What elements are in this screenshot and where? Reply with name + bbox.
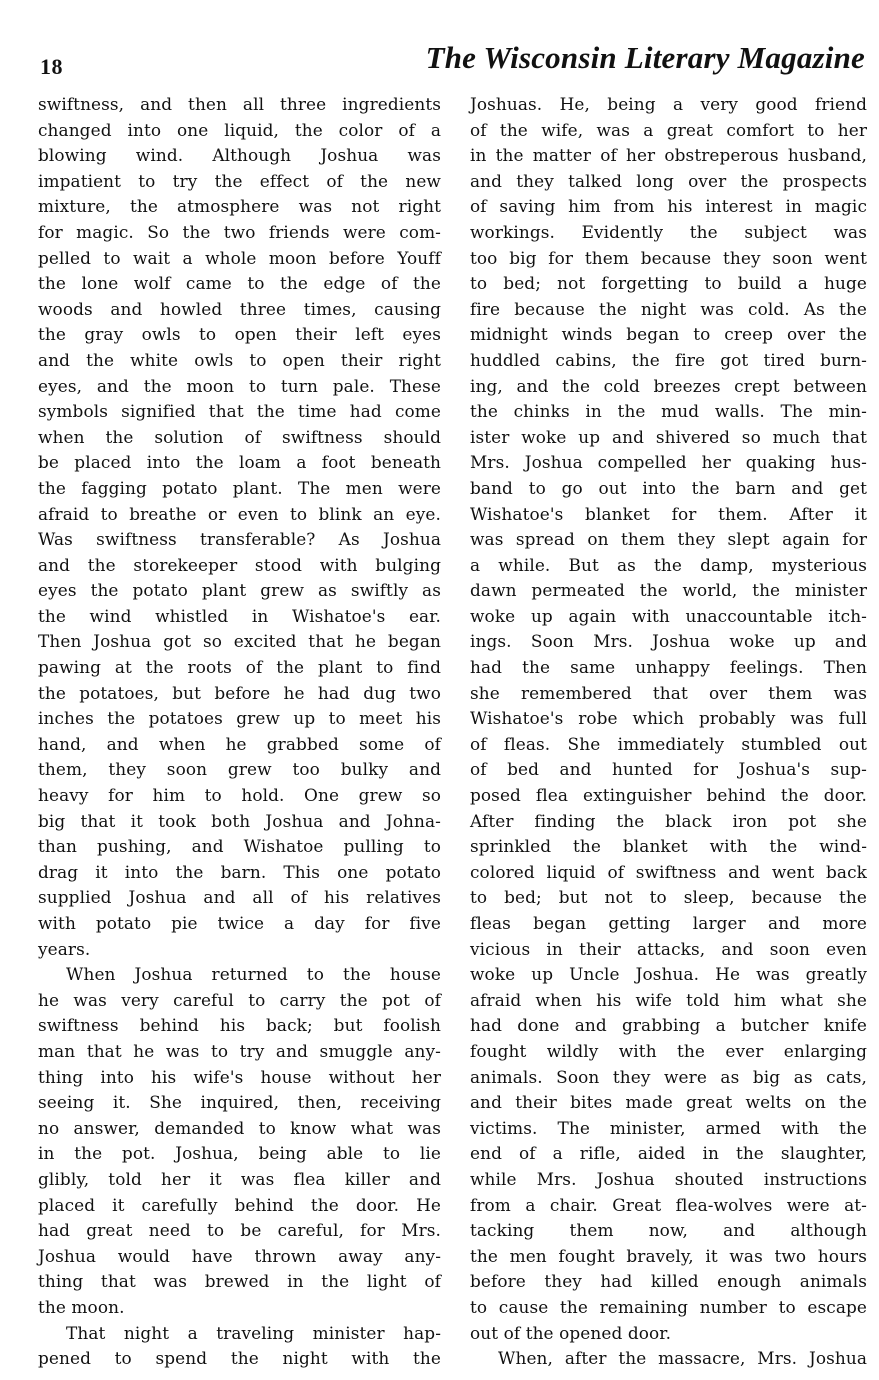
text-line: than pushing, and Wishatoe pulling to xyxy=(38,836,441,857)
text-line: huddled cabins, the fire got tired burn- xyxy=(470,349,867,370)
text-line: drag it into the barn. This one potato xyxy=(38,861,441,882)
text-line: man that he was to try and smuggle any- xyxy=(38,1040,441,1061)
text-line: pened to spend the night with the xyxy=(38,1348,441,1369)
text-line: had done and grabbing a butcher knife xyxy=(470,1015,867,1036)
text-line: midnight winds began to creep over the xyxy=(470,324,867,345)
text-line: When Joshua returned to the house xyxy=(66,964,441,985)
text-line: for magic. So the two friends were com- xyxy=(38,221,441,242)
text-line: the men fought bravely, it was two hours xyxy=(470,1245,867,1266)
text-line: while Mrs. Joshua shouted instructions xyxy=(470,1168,867,1189)
text-line: with potato pie twice a day for five xyxy=(38,913,441,933)
text-line: impatient to try the effect of the new xyxy=(38,170,441,191)
text-line: placed it carefully behind the door. He xyxy=(38,1194,441,1215)
text-line: inches the potatoes grew up to meet his xyxy=(38,708,441,729)
text-line: sprinkled the blanket with the wind- xyxy=(470,836,867,857)
text-line: out of the opened door. xyxy=(470,1322,672,1343)
text-line: Mrs. Joshua compelled her quaking hus- xyxy=(470,452,867,473)
text-line: tacking them now, and although xyxy=(470,1220,867,1241)
text-line: ister woke up and shivered so much that xyxy=(470,426,867,447)
text-line: in the pot. Joshua, being able to lie xyxy=(38,1143,441,1164)
text-line: Then Joshua got so excited that he began xyxy=(38,631,441,652)
text-line: seeing it. She inquired, then, receiving xyxy=(38,1092,441,1113)
text-line: Wishatoe's robe which probably was full xyxy=(470,708,867,729)
text-line: ings. Soon Mrs. Joshua woke up and xyxy=(470,631,867,652)
text-line: fleas began getting larger and more xyxy=(470,913,867,933)
text-line: of fleas. She immediately stumbled out xyxy=(470,733,867,754)
text-line: and the white owls to open their right xyxy=(38,349,441,370)
right-text-column xyxy=(470,92,867,1372)
text-line: before they had killed enough animals xyxy=(470,1271,867,1292)
text-line: the moon. xyxy=(38,1296,125,1317)
text-line: the wind whistled in Wishatoe's ear. xyxy=(38,605,441,626)
text-line: thing into his wife's house without her xyxy=(38,1066,441,1087)
text-line: and their bites made great welts on the xyxy=(470,1092,867,1113)
text-line: was spread on them they slept again for xyxy=(470,529,867,550)
text-line: swiftness, and then all three ingredients xyxy=(38,94,441,114)
text-line: to cause the remaining number to escape xyxy=(470,1296,867,1317)
text-line: fire because the night was cold. As the xyxy=(470,298,867,319)
text-line: she remembered that over them was xyxy=(470,682,867,703)
text-line: woods and howled three times, causing xyxy=(38,298,441,319)
text-line: Wishatoe's blanket for them. After it xyxy=(470,503,867,524)
text-line: and the storekeeper stood with bulging xyxy=(38,554,441,575)
text-line: When, after the massacre, Mrs. Joshua xyxy=(498,1348,867,1369)
text-line: workings. Evidently the subject was xyxy=(470,221,867,242)
text-line: fought wildly with the ever enlarging xyxy=(470,1040,867,1061)
text-line: vicious in their attacks, and soon even xyxy=(470,938,867,959)
text-line: when the solution of swiftness should xyxy=(38,426,441,447)
text-line: too big for them because they soon went xyxy=(470,247,867,268)
text-line: from a chair. Great flea-wolves were at- xyxy=(470,1194,867,1215)
text-line: and they talked long over the prospects xyxy=(470,170,867,191)
page-number: 18 xyxy=(40,54,63,79)
text-line: the fagging potato plant. The men were xyxy=(38,477,441,498)
text-line: end of a rifle, aided in the slaughter, xyxy=(470,1143,867,1164)
text-line: eyes, and the moon to turn pale. These xyxy=(38,375,441,396)
left-text-column xyxy=(38,92,441,1372)
text-line: the potatoes, but before he had dug two xyxy=(38,682,441,703)
text-line: woke up Uncle Joshua. He was greatly xyxy=(470,964,867,985)
text-line: years. xyxy=(38,938,91,959)
text-line: the lone wolf came to the edge of the xyxy=(38,273,441,294)
text-line: dawn permeated the world, the minister xyxy=(470,580,867,601)
text-line: of saving him from his interest in magic xyxy=(470,196,867,217)
text-line: band to go out into the barn and get xyxy=(470,477,867,498)
text-line: After finding the black iron pot she xyxy=(470,810,867,831)
text-line: Was swiftness transferable? As Joshua xyxy=(38,529,441,550)
text-line: ing, and the cold breezes crept between xyxy=(470,375,867,396)
text-line: pelled to wait a whole moon before Youff xyxy=(38,247,441,268)
text-line: afraid when his wife told him what she xyxy=(470,989,867,1010)
text-line: symbols signified that the time had come xyxy=(38,401,441,422)
text-line: glibly, told her it was flea killer and xyxy=(38,1168,441,1189)
text-line: pawing at the roots of the plant to find xyxy=(38,657,441,678)
text-line: thing that was brewed in the light of xyxy=(38,1271,441,1292)
text-line: no answer, demanded to know what was xyxy=(38,1117,441,1138)
text-line: he was very careful to carry the pot of xyxy=(38,989,441,1010)
text-line: a while. But as the damp, mysterious xyxy=(470,554,867,575)
text-line: posed flea extinguisher behind the door. xyxy=(470,785,867,806)
running-title: The Wisconsin Literary Magazine xyxy=(425,40,865,75)
text-line: to bed; but not to sleep, because the xyxy=(470,887,867,908)
text-line: had the same unhappy feelings. Then xyxy=(470,657,867,678)
text-line: Joshua would have thrown away any- xyxy=(38,1245,441,1266)
text-line: them, they soon grew too bulky and xyxy=(38,759,441,780)
text-line: in the matter of her obstreperous husband, xyxy=(470,145,867,166)
text-line: to bed; not forgetting to build a huge xyxy=(470,273,867,294)
text-line: changed into one liquid, the color of a xyxy=(38,119,441,140)
text-line: Joshuas. He, being a very good friend xyxy=(470,94,867,114)
text-line: be placed into the loam a foot beneath xyxy=(38,452,441,473)
text-line: victims. The minister, armed with the xyxy=(470,1117,867,1138)
text-line: mixture, the atmosphere was not right xyxy=(38,196,441,217)
text-line: heavy for him to hold. One grew so xyxy=(38,785,441,806)
text-line: That night a traveling minister hap- xyxy=(66,1322,441,1343)
text-line: of the wife, was a great comfort to her xyxy=(470,119,867,140)
text-line: eyes the potato plant grew as swiftly as xyxy=(38,580,441,601)
text-line: the chinks in the mud walls. The min- xyxy=(470,401,867,422)
text-line: swiftness behind his back; but foolish xyxy=(38,1015,441,1036)
text-line: had great need to be careful, for Mrs. xyxy=(38,1220,441,1241)
text-line: of bed and hunted for Joshua's sup- xyxy=(470,759,867,780)
text-line: big that it took both Joshua and Johna- xyxy=(38,810,441,831)
text-line: supplied Joshua and all of his relatives xyxy=(38,887,441,908)
text-line: blowing wind. Although Joshua was xyxy=(38,145,441,166)
text-line: woke up again with unaccountable itch- xyxy=(470,605,867,626)
text-line: hand, and when he grabbed some of xyxy=(38,733,441,754)
text-line: animals. Soon they were as big as cats, xyxy=(470,1066,867,1087)
text-line: colored liquid of swiftness and went back xyxy=(470,861,867,882)
text-line: the gray owls to open their left eyes xyxy=(38,324,441,345)
text-line: afraid to breathe or even to blink an eye. xyxy=(38,503,441,524)
